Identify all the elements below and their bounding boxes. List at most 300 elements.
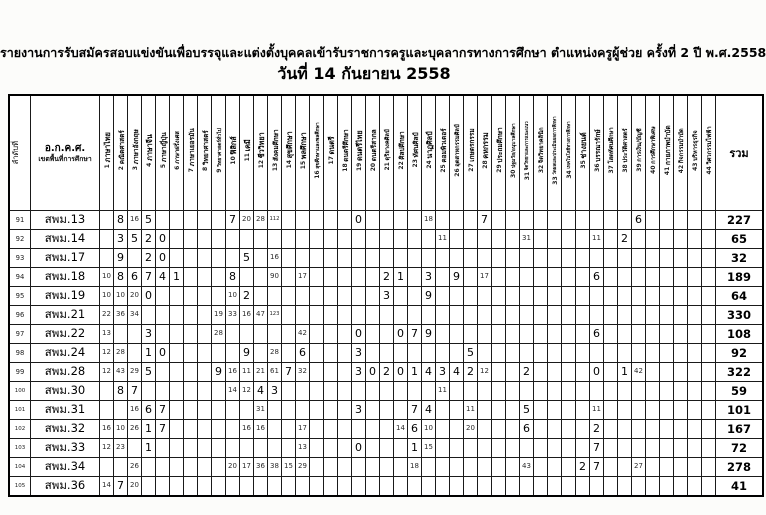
cell-col-37	[604, 438, 618, 457]
cell-col-34	[562, 476, 576, 496]
cell-col-43	[688, 381, 702, 400]
cell-col-28: 7	[478, 210, 492, 229]
cell-col-41	[660, 381, 674, 400]
cell-col-38	[618, 248, 632, 267]
cell-col-22: 0	[394, 362, 408, 381]
cell-col-41	[660, 457, 674, 476]
cell-col-10	[226, 476, 240, 496]
cell-col-15: 17	[296, 267, 310, 286]
cell-col-14	[282, 476, 296, 496]
col-header-3: 3ภาษาอังกฤษ	[128, 95, 142, 210]
col-header-42: 42กิจกรรมบำบัด	[674, 95, 688, 210]
cell-col-20	[366, 267, 380, 286]
cell-col-4: 5	[142, 362, 156, 381]
cell-col-27	[464, 457, 478, 476]
col-header-8: 8วิทยาศาสตร์	[198, 95, 212, 210]
row-number: 97	[9, 324, 31, 343]
cell-col-13	[268, 324, 282, 343]
cell-col-3: 5	[128, 229, 142, 248]
col-header-9: 9วิทยาศาสตร์ทั่วไป	[212, 95, 226, 210]
cell-col-36	[590, 286, 604, 305]
cell-col-33	[548, 438, 562, 457]
cell-col-8	[198, 457, 212, 476]
cell-col-20	[366, 286, 380, 305]
cell-col-12: 31	[254, 400, 268, 419]
cell-col-5	[156, 457, 170, 476]
cell-col-41	[660, 305, 674, 324]
cell-col-40	[646, 343, 660, 362]
cell-col-4: 3	[142, 324, 156, 343]
cell-col-6: 1	[170, 267, 184, 286]
cell-col-2: 3	[114, 229, 128, 248]
cell-col-35	[576, 438, 590, 457]
cell-col-19: 3	[352, 400, 366, 419]
cell-col-32	[534, 381, 548, 400]
cell-col-33	[548, 267, 562, 286]
row-total: 330	[716, 305, 764, 324]
cell-col-17	[324, 210, 338, 229]
table-row	[9, 248, 763, 267]
cell-col-44	[702, 381, 716, 400]
cell-col-12: 28	[254, 210, 268, 229]
cell-col-21	[380, 457, 394, 476]
col-header-13: 13สังคมศึกษา	[268, 95, 282, 210]
area-name: สพม.17	[31, 248, 100, 267]
row-number: 99	[9, 362, 31, 381]
row-number: 94	[9, 267, 31, 286]
cell-col-2: 7	[114, 476, 128, 496]
cell-col-6	[170, 229, 184, 248]
cell-col-28: 17	[478, 267, 492, 286]
cell-col-1: 12	[100, 362, 114, 381]
cell-col-29	[492, 210, 506, 229]
row-number: 105	[9, 476, 31, 496]
cell-col-34	[562, 381, 576, 400]
cell-col-8	[198, 267, 212, 286]
cell-col-39	[632, 324, 646, 343]
col-header-10: 10ฟิสิกส์	[226, 95, 240, 210]
cell-col-42	[674, 229, 688, 248]
cell-col-15	[296, 286, 310, 305]
cell-col-4	[142, 305, 156, 324]
cell-col-26	[450, 457, 464, 476]
col-header-28: 28คหกรรม	[478, 95, 492, 210]
col-header-34: 34เทคโนโลยีทางการศึกษา	[562, 95, 576, 210]
col-header-41: 41กายภาพบำบัด	[660, 95, 674, 210]
cell-col-28	[478, 305, 492, 324]
cell-col-4: 2	[142, 248, 156, 267]
cell-col-5	[156, 476, 170, 496]
cell-col-20	[366, 343, 380, 362]
cell-col-41	[660, 267, 674, 286]
cell-col-14	[282, 286, 296, 305]
cell-col-19	[352, 476, 366, 496]
cell-col-11: 2	[240, 286, 254, 305]
cell-col-39	[632, 286, 646, 305]
cell-col-28	[478, 457, 492, 476]
cell-col-1	[100, 400, 114, 419]
cell-col-4	[142, 476, 156, 496]
col-header-2: 2คณิตศาสตร์	[114, 95, 128, 210]
cell-col-44	[702, 324, 716, 343]
cell-col-17	[324, 267, 338, 286]
cell-col-30	[506, 476, 520, 496]
cell-col-42	[674, 305, 688, 324]
cell-col-21: 3	[380, 286, 394, 305]
cell-col-39: 6	[632, 210, 646, 229]
cell-col-17	[324, 248, 338, 267]
row-number: 98	[9, 343, 31, 362]
cell-col-37	[604, 476, 618, 496]
cell-col-26	[450, 286, 464, 305]
cell-col-14: 15	[282, 457, 296, 476]
cell-col-34	[562, 267, 576, 286]
cell-col-15: 13	[296, 438, 310, 457]
cell-col-9	[212, 400, 226, 419]
area-name: สพม.14	[31, 229, 100, 248]
cell-col-33	[548, 286, 562, 305]
cell-col-11: 11	[240, 362, 254, 381]
cell-col-43	[688, 476, 702, 496]
table-row	[9, 400, 763, 419]
col-header-29: 29ประถมศึกษา	[492, 95, 506, 210]
col-header-12: 12ชีววิทยา	[254, 95, 268, 210]
cell-col-8	[198, 438, 212, 457]
row-total: 167	[716, 419, 764, 438]
cell-col-43	[688, 400, 702, 419]
col-header-14: 14สุขศึกษา	[282, 95, 296, 210]
cell-col-34	[562, 419, 576, 438]
cell-col-35	[576, 229, 590, 248]
cell-col-24	[422, 476, 436, 496]
cell-col-1: 14	[100, 476, 114, 496]
cell-col-22: 14	[394, 419, 408, 438]
cell-col-3	[128, 438, 142, 457]
area-name: สพม.13	[31, 210, 100, 229]
cell-col-35: 2	[576, 457, 590, 476]
cell-col-39	[632, 381, 646, 400]
cell-col-29	[492, 400, 506, 419]
cell-col-28	[478, 400, 492, 419]
cell-col-41	[660, 438, 674, 457]
cell-col-26	[450, 305, 464, 324]
cell-col-38	[618, 267, 632, 286]
cell-col-42	[674, 286, 688, 305]
cell-col-19	[352, 286, 366, 305]
cell-col-30	[506, 381, 520, 400]
cell-col-8	[198, 324, 212, 343]
col-header-19: 19ดนตรีไทย	[352, 95, 366, 210]
cell-col-36	[590, 305, 604, 324]
cell-col-17	[324, 457, 338, 476]
row-total: 92	[716, 343, 764, 362]
cell-col-10	[226, 438, 240, 457]
cell-col-7	[184, 267, 198, 286]
cell-col-39	[632, 400, 646, 419]
cell-col-32	[534, 248, 548, 267]
area-name: สพม.32	[31, 419, 100, 438]
cell-col-37	[604, 286, 618, 305]
cell-col-18	[338, 343, 352, 362]
cell-col-29	[492, 324, 506, 343]
cell-col-31	[520, 286, 534, 305]
cell-col-18	[338, 305, 352, 324]
cell-col-13: 61	[268, 362, 282, 381]
cell-col-5	[156, 324, 170, 343]
col-header-4: 4ภาษาจีน	[142, 95, 156, 210]
cell-col-13	[268, 286, 282, 305]
cell-col-17	[324, 400, 338, 419]
cell-col-35	[576, 210, 590, 229]
cell-col-32	[534, 229, 548, 248]
cell-col-22	[394, 438, 408, 457]
cell-col-23	[408, 305, 422, 324]
cell-col-29	[492, 438, 506, 457]
cell-col-30	[506, 229, 520, 248]
cell-col-8	[198, 210, 212, 229]
cell-col-5	[156, 210, 170, 229]
cell-col-14	[282, 267, 296, 286]
cell-col-32	[534, 362, 548, 381]
cell-col-39	[632, 305, 646, 324]
cell-col-33	[548, 248, 562, 267]
cell-col-5: 4	[156, 267, 170, 286]
cell-col-21	[380, 381, 394, 400]
cell-col-4: 1	[142, 343, 156, 362]
cell-col-10: 20	[226, 457, 240, 476]
cell-col-30	[506, 438, 520, 457]
cell-col-35	[576, 400, 590, 419]
col-header-35: 35ช่างยนต์	[576, 95, 590, 210]
cell-col-40	[646, 381, 660, 400]
cell-col-8	[198, 362, 212, 381]
table-row	[9, 229, 763, 248]
cell-col-42	[674, 362, 688, 381]
row-number: 103	[9, 438, 31, 457]
cell-col-42	[674, 419, 688, 438]
cell-col-34	[562, 343, 576, 362]
cell-col-39	[632, 438, 646, 457]
cell-col-21	[380, 210, 394, 229]
cell-col-16	[310, 400, 324, 419]
cell-col-26	[450, 381, 464, 400]
table-row	[9, 305, 763, 324]
cell-col-2: 36	[114, 305, 128, 324]
cell-col-26	[450, 438, 464, 457]
cell-col-23	[408, 343, 422, 362]
cell-col-3: 20	[128, 286, 142, 305]
cell-col-24	[422, 381, 436, 400]
cell-col-2: 8	[114, 210, 128, 229]
cell-col-18	[338, 438, 352, 457]
cell-col-13: 112	[268, 210, 282, 229]
row-total: 108	[716, 324, 764, 343]
cell-col-4: 1	[142, 419, 156, 438]
col-header-43: 43บริหารธุรกิจ	[688, 95, 702, 210]
cell-col-26	[450, 248, 464, 267]
cell-col-27: 2	[464, 362, 478, 381]
cell-col-4	[142, 457, 156, 476]
cell-col-36	[590, 248, 604, 267]
row-total: 227	[716, 210, 764, 229]
cell-col-30	[506, 419, 520, 438]
cell-col-11	[240, 476, 254, 496]
cell-col-29	[492, 419, 506, 438]
cell-col-40	[646, 324, 660, 343]
cell-col-35	[576, 267, 590, 286]
cell-col-34	[562, 324, 576, 343]
cell-col-18	[338, 419, 352, 438]
cell-col-40	[646, 438, 660, 457]
cell-col-15: 6	[296, 343, 310, 362]
cell-col-41	[660, 343, 674, 362]
cell-col-21	[380, 229, 394, 248]
cell-col-25	[436, 457, 450, 476]
cell-col-32	[534, 457, 548, 476]
cell-col-40	[646, 248, 660, 267]
cell-col-38	[618, 324, 632, 343]
cell-col-37	[604, 343, 618, 362]
cell-col-44	[702, 438, 716, 457]
cell-col-27	[464, 248, 478, 267]
cell-col-34	[562, 286, 576, 305]
cell-col-11: 16	[240, 305, 254, 324]
cell-col-44	[702, 210, 716, 229]
cell-col-8	[198, 381, 212, 400]
cell-col-36: 7	[590, 438, 604, 457]
cell-col-8	[198, 305, 212, 324]
cell-col-19: 0	[352, 438, 366, 457]
area-name: สพม.33	[31, 438, 100, 457]
cell-col-12	[254, 324, 268, 343]
cell-col-25	[436, 438, 450, 457]
cell-col-23	[408, 476, 422, 496]
cell-col-24	[422, 305, 436, 324]
cell-col-4: 7	[142, 267, 156, 286]
cell-col-23: 7	[408, 324, 422, 343]
cell-col-3	[128, 248, 142, 267]
cell-col-16	[310, 210, 324, 229]
cell-col-10: 7	[226, 210, 240, 229]
cell-col-31	[520, 324, 534, 343]
row-total: 72	[716, 438, 764, 457]
area-name: สพม.19	[31, 286, 100, 305]
table-header	[9, 95, 763, 210]
cell-col-29	[492, 248, 506, 267]
cell-col-22	[394, 305, 408, 324]
cell-col-3: 7	[128, 381, 142, 400]
cell-col-37	[604, 457, 618, 476]
cell-col-38: 2	[618, 229, 632, 248]
cell-col-29	[492, 343, 506, 362]
cell-col-40	[646, 457, 660, 476]
cell-col-29	[492, 476, 506, 496]
cell-col-41	[660, 286, 674, 305]
cell-col-9	[212, 286, 226, 305]
cell-col-27	[464, 381, 478, 400]
table-row	[9, 476, 763, 496]
cell-col-40	[646, 419, 660, 438]
cell-col-24: 9	[422, 286, 436, 305]
cell-col-36: 11	[590, 400, 604, 419]
area-name: สพม.28	[31, 362, 100, 381]
row-number: 95	[9, 286, 31, 305]
cell-col-9	[212, 210, 226, 229]
cell-col-8	[198, 476, 212, 496]
table-row	[9, 381, 763, 400]
cell-col-23	[408, 286, 422, 305]
cell-col-17	[324, 305, 338, 324]
cell-col-18	[338, 229, 352, 248]
cell-col-6	[170, 248, 184, 267]
cell-col-10	[226, 248, 240, 267]
cell-col-32	[534, 305, 548, 324]
cell-col-31: 31	[520, 229, 534, 248]
cell-col-13: 90	[268, 267, 282, 286]
row-total: 64	[716, 286, 764, 305]
cell-col-18	[338, 476, 352, 496]
col-header-30: 30ปฐมวัย/อนุบาลศึกษา	[506, 95, 520, 210]
cell-col-20	[366, 457, 380, 476]
cell-col-6	[170, 305, 184, 324]
cell-col-17	[324, 438, 338, 457]
cell-col-31	[520, 381, 534, 400]
col-header-6: 6ภาษาฝรั่งเศส	[170, 95, 184, 210]
cell-col-26	[450, 343, 464, 362]
cell-col-1: 12	[100, 438, 114, 457]
cell-col-25	[436, 343, 450, 362]
cell-col-40	[646, 229, 660, 248]
cell-col-6	[170, 457, 184, 476]
cell-col-37	[604, 324, 618, 343]
cell-col-16	[310, 438, 324, 457]
cell-col-24: 4	[422, 400, 436, 419]
cell-col-34	[562, 248, 576, 267]
cell-col-31: 6	[520, 419, 534, 438]
table-row	[9, 419, 763, 438]
cell-col-1	[100, 457, 114, 476]
cell-col-2	[114, 457, 128, 476]
cell-col-4: 6	[142, 400, 156, 419]
cell-col-39	[632, 419, 646, 438]
cell-col-11	[240, 324, 254, 343]
cell-col-9	[212, 419, 226, 438]
cell-col-42	[674, 476, 688, 496]
cell-col-33	[548, 362, 562, 381]
cell-col-22	[394, 286, 408, 305]
cell-col-43	[688, 438, 702, 457]
row-total: 59	[716, 381, 764, 400]
cell-col-13	[268, 438, 282, 457]
cell-col-44	[702, 305, 716, 324]
cell-col-29	[492, 362, 506, 381]
cell-col-27	[464, 229, 478, 248]
cell-col-11: 16	[240, 419, 254, 438]
cell-col-7	[184, 248, 198, 267]
cell-col-38	[618, 419, 632, 438]
cell-col-42	[674, 381, 688, 400]
cell-col-41	[660, 324, 674, 343]
cell-col-11	[240, 229, 254, 248]
cell-col-37	[604, 248, 618, 267]
cell-col-40	[646, 286, 660, 305]
cell-col-14	[282, 305, 296, 324]
cell-col-32	[534, 400, 548, 419]
cell-col-31	[520, 438, 534, 457]
cell-col-6	[170, 419, 184, 438]
cell-col-11: 20	[240, 210, 254, 229]
row-number: 93	[9, 248, 31, 267]
